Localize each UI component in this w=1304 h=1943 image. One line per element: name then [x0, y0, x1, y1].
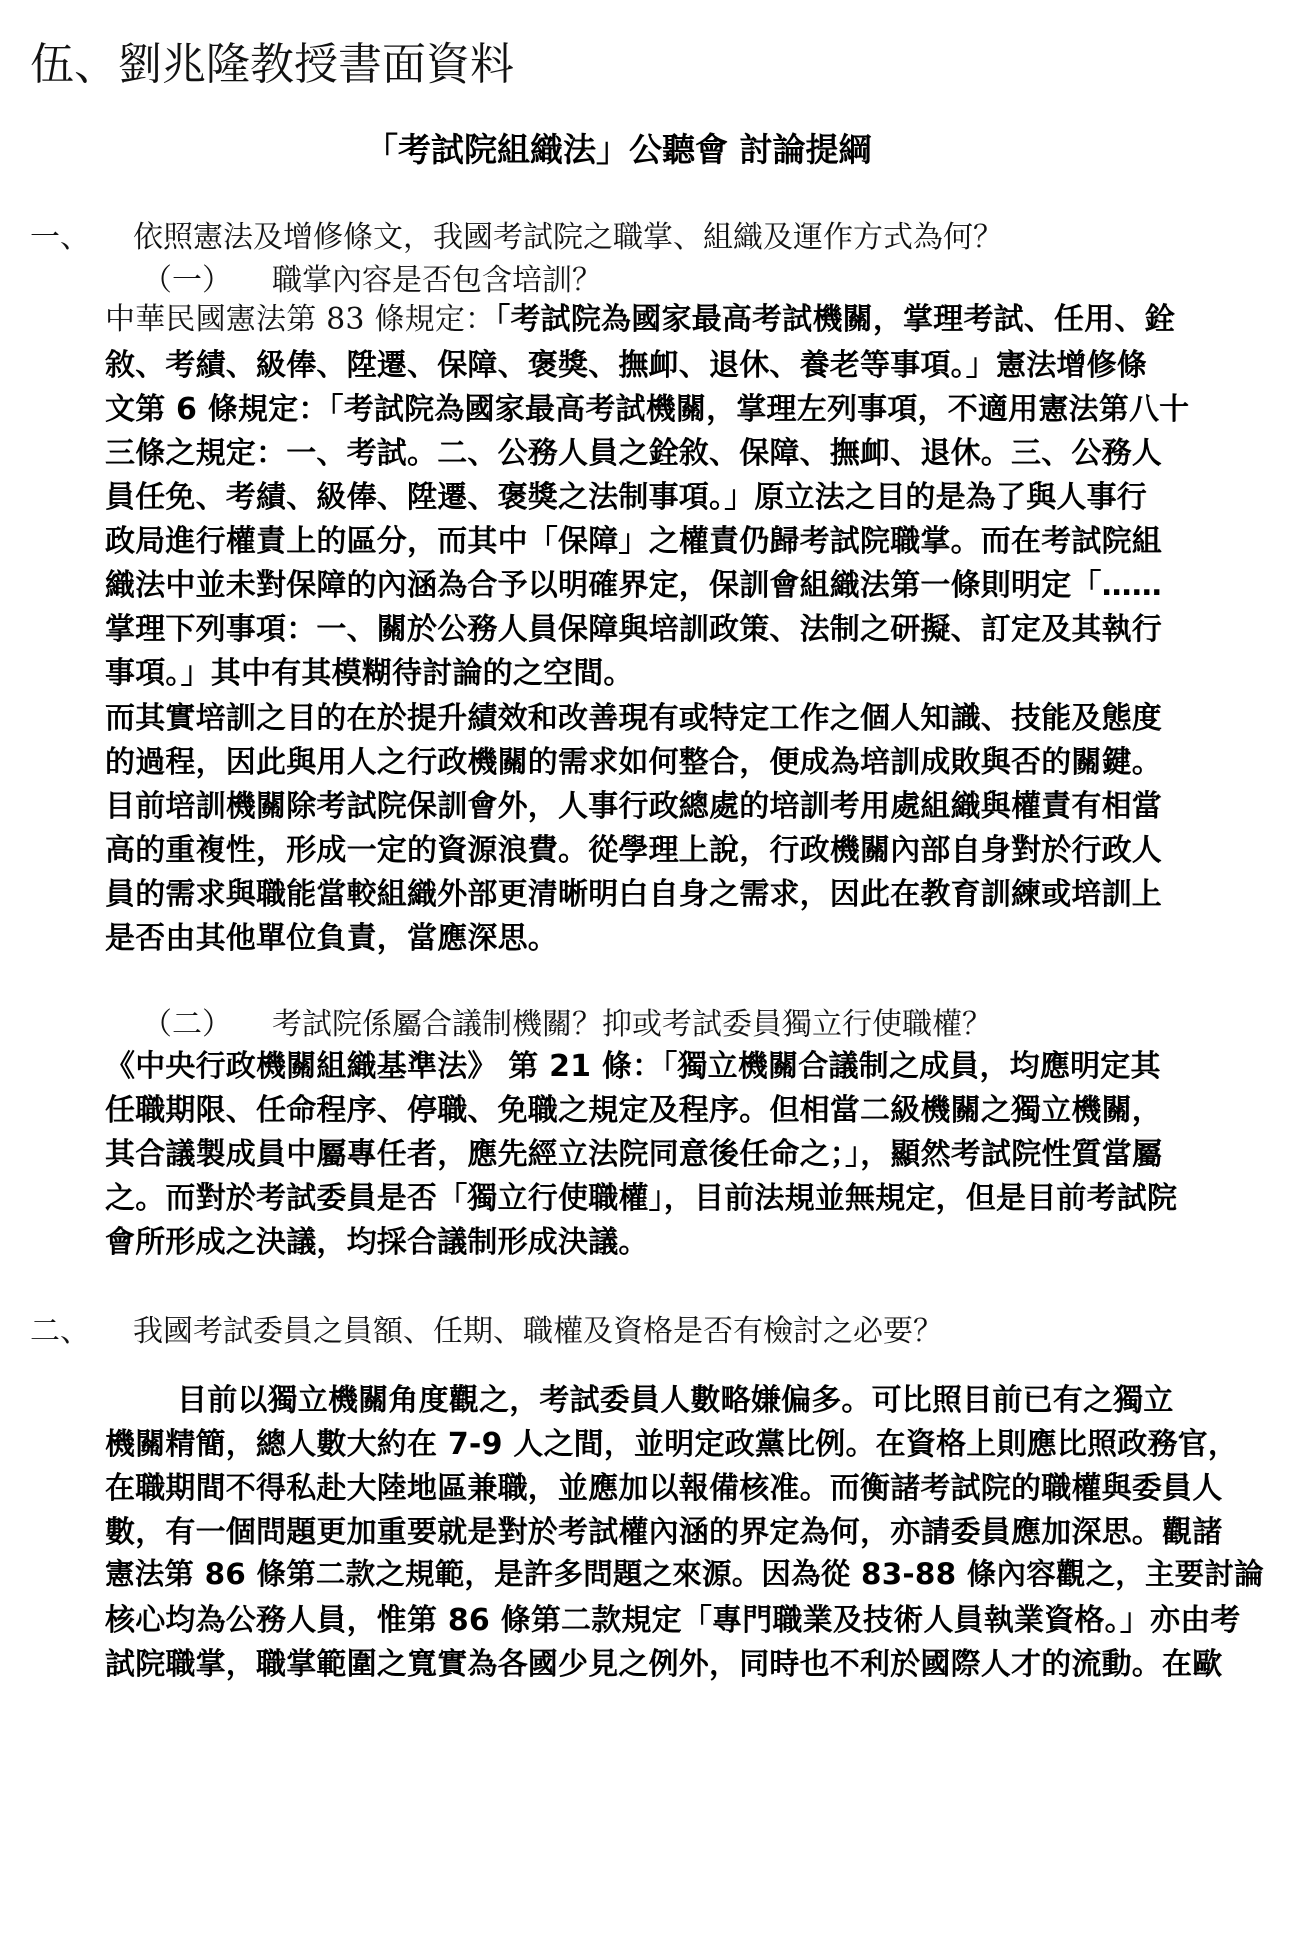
paragraph-line: 試院職掌，職掌範圍之寬實為各國少見之例外，同時也不利於國際人才的流動。在歐: [105, 1647, 1223, 1682]
paragraph-line: 其合議製成員中屬專任者，應先經立法院同意後任命之；」，顯然考試院性質當屬: [105, 1137, 1163, 1172]
subsection-1-question: 職掌內容是否包含培訓？: [272, 263, 602, 298]
document-subtitle: 「考試院組織法」公聽會 討論提綱: [365, 130, 872, 169]
paragraph-line: 員任免、考績、級俸、陞遷、褒獎之法制事項。」原立法之目的是為了與人事行: [105, 480, 1147, 515]
paragraph-text: 「考試院為國家最高考試機關，掌理考試、任用、銓: [495, 302, 1175, 337]
paragraph-lead: 中華民國憲法第 83 條規定：: [105, 302, 496, 337]
section-1-question: 依照憲法及增修條文，我國考試院之職掌、組織及運作方式為何？: [133, 220, 1003, 255]
paragraph-line: 機關精簡，總人數大約在 7-9 人之間，並明定政黨比例。在資格上則應比照政務官，: [105, 1427, 1239, 1462]
paragraph-line: 會所形成之決議，均採合議制形成決議。: [105, 1225, 649, 1260]
paragraph-line: 《中央行政機關組織基準法》 第 21 條：「獨立機關合議制之成員，均應明定其: [105, 1049, 1161, 1084]
paragraph-line: 織法中並未對保障的內涵為合予以明確界定，保訓會組織法第一條則明定「……: [105, 568, 1162, 603]
paragraph-line: 目前培訓機關除考試院保訓會外，人事行政總處的培訓考用處組織與權責有相當: [105, 789, 1162, 824]
paragraph-line: 任職期限、任命程序、停職、免職之規定及程序。但相當二級機關之獨立機關，: [105, 1093, 1162, 1128]
paragraph-line: 在職期間不得私赴大陸地區兼職，並應加以報備核准。而衡諸考試院的職權與委員人: [105, 1471, 1223, 1506]
subsection-1-number: （一）: [142, 263, 232, 298]
paragraph-line: 高的重複性，形成一定的資源浪費。從學理上說，行政機關內部自身對於行政人: [105, 833, 1162, 868]
paragraph-line: 的過程，因此與用人之行政機關的需求如何整合，便成為培訓成敗與否的關鍵。: [105, 745, 1162, 780]
subsection-2-question: 考試院係屬合議制機關？抑或考試委員獨立行使職權？: [272, 1007, 992, 1042]
paragraph-line: 事項。」其中有其模糊待討論的之空間。: [105, 656, 634, 691]
paragraph-line: 政局進行權責上的區分，而其中「保障」之權責仍歸考試院職掌。而在考試院組: [105, 524, 1162, 559]
paragraph-line: 而其實培訓之目的在於提升績效和改善現有或特定工作之個人知識、技能及態度: [105, 701, 1162, 736]
paragraph-line: 憲法第 86 條第二款之規範，是許多問題之來源。因為從 83-88 條內容觀之，主要討論: [105, 1557, 1264, 1591]
section-2-question: 我國考試委員之員額、任期、職權及資格是否有檢討之必要？: [133, 1314, 943, 1349]
paragraph-line: 員的需求與職能當較組織外部更清晰明白自身之需求，因此在教育訓練或培訓上: [105, 877, 1162, 912]
subsection-2-number: （二）: [142, 1007, 232, 1042]
paragraph-line: 數，有一個問題更加重要就是對於考試權內涵的界定為何，亦請委員應加深思。觀諸: [105, 1515, 1223, 1550]
paragraph-line: 是否由其他單位負責，當應深思。: [105, 921, 558, 956]
paragraph-line: 三條之規定：一、考試。二、公務人員之銓敘、保障、撫卹、退休。三、公務人: [105, 436, 1162, 471]
section-2-number: 二、: [30, 1314, 90, 1349]
page-title: 伍、劉兆隆教授書面資料: [30, 39, 514, 90]
section-1-number: 一、: [30, 220, 90, 255]
paragraph-line: 文第 6 條規定：「考試院為國家最高考試機關，掌理左列事項，不適用憲法第八十: [105, 392, 1190, 427]
paragraph-line: 敘、考績、級俸、陞遷、保障、褒獎、撫卹、退休、養老等事項。」憲法增修條: [105, 348, 1147, 383]
paragraph-line: [105, 294, 1175, 338]
paragraph-line: 之。而對於考試委員是否「獨立行使職權」，目前法規並無規定，但是目前考試院: [105, 1181, 1178, 1216]
paragraph-line: 掌理下列事項：一、關於公務人員保障與培訓政策、法制之研擬、訂定及其執行: [105, 612, 1162, 647]
paragraph-line: 核心均為公務人員，惟第 86 條第二款規定「專門職業及技術人員執業資格。」亦由考: [105, 1603, 1241, 1638]
paragraph-line: 目前以獨立機關角度觀之，考試委員人數略嫌偏多。可比照目前已有之獨立: [177, 1383, 1174, 1418]
